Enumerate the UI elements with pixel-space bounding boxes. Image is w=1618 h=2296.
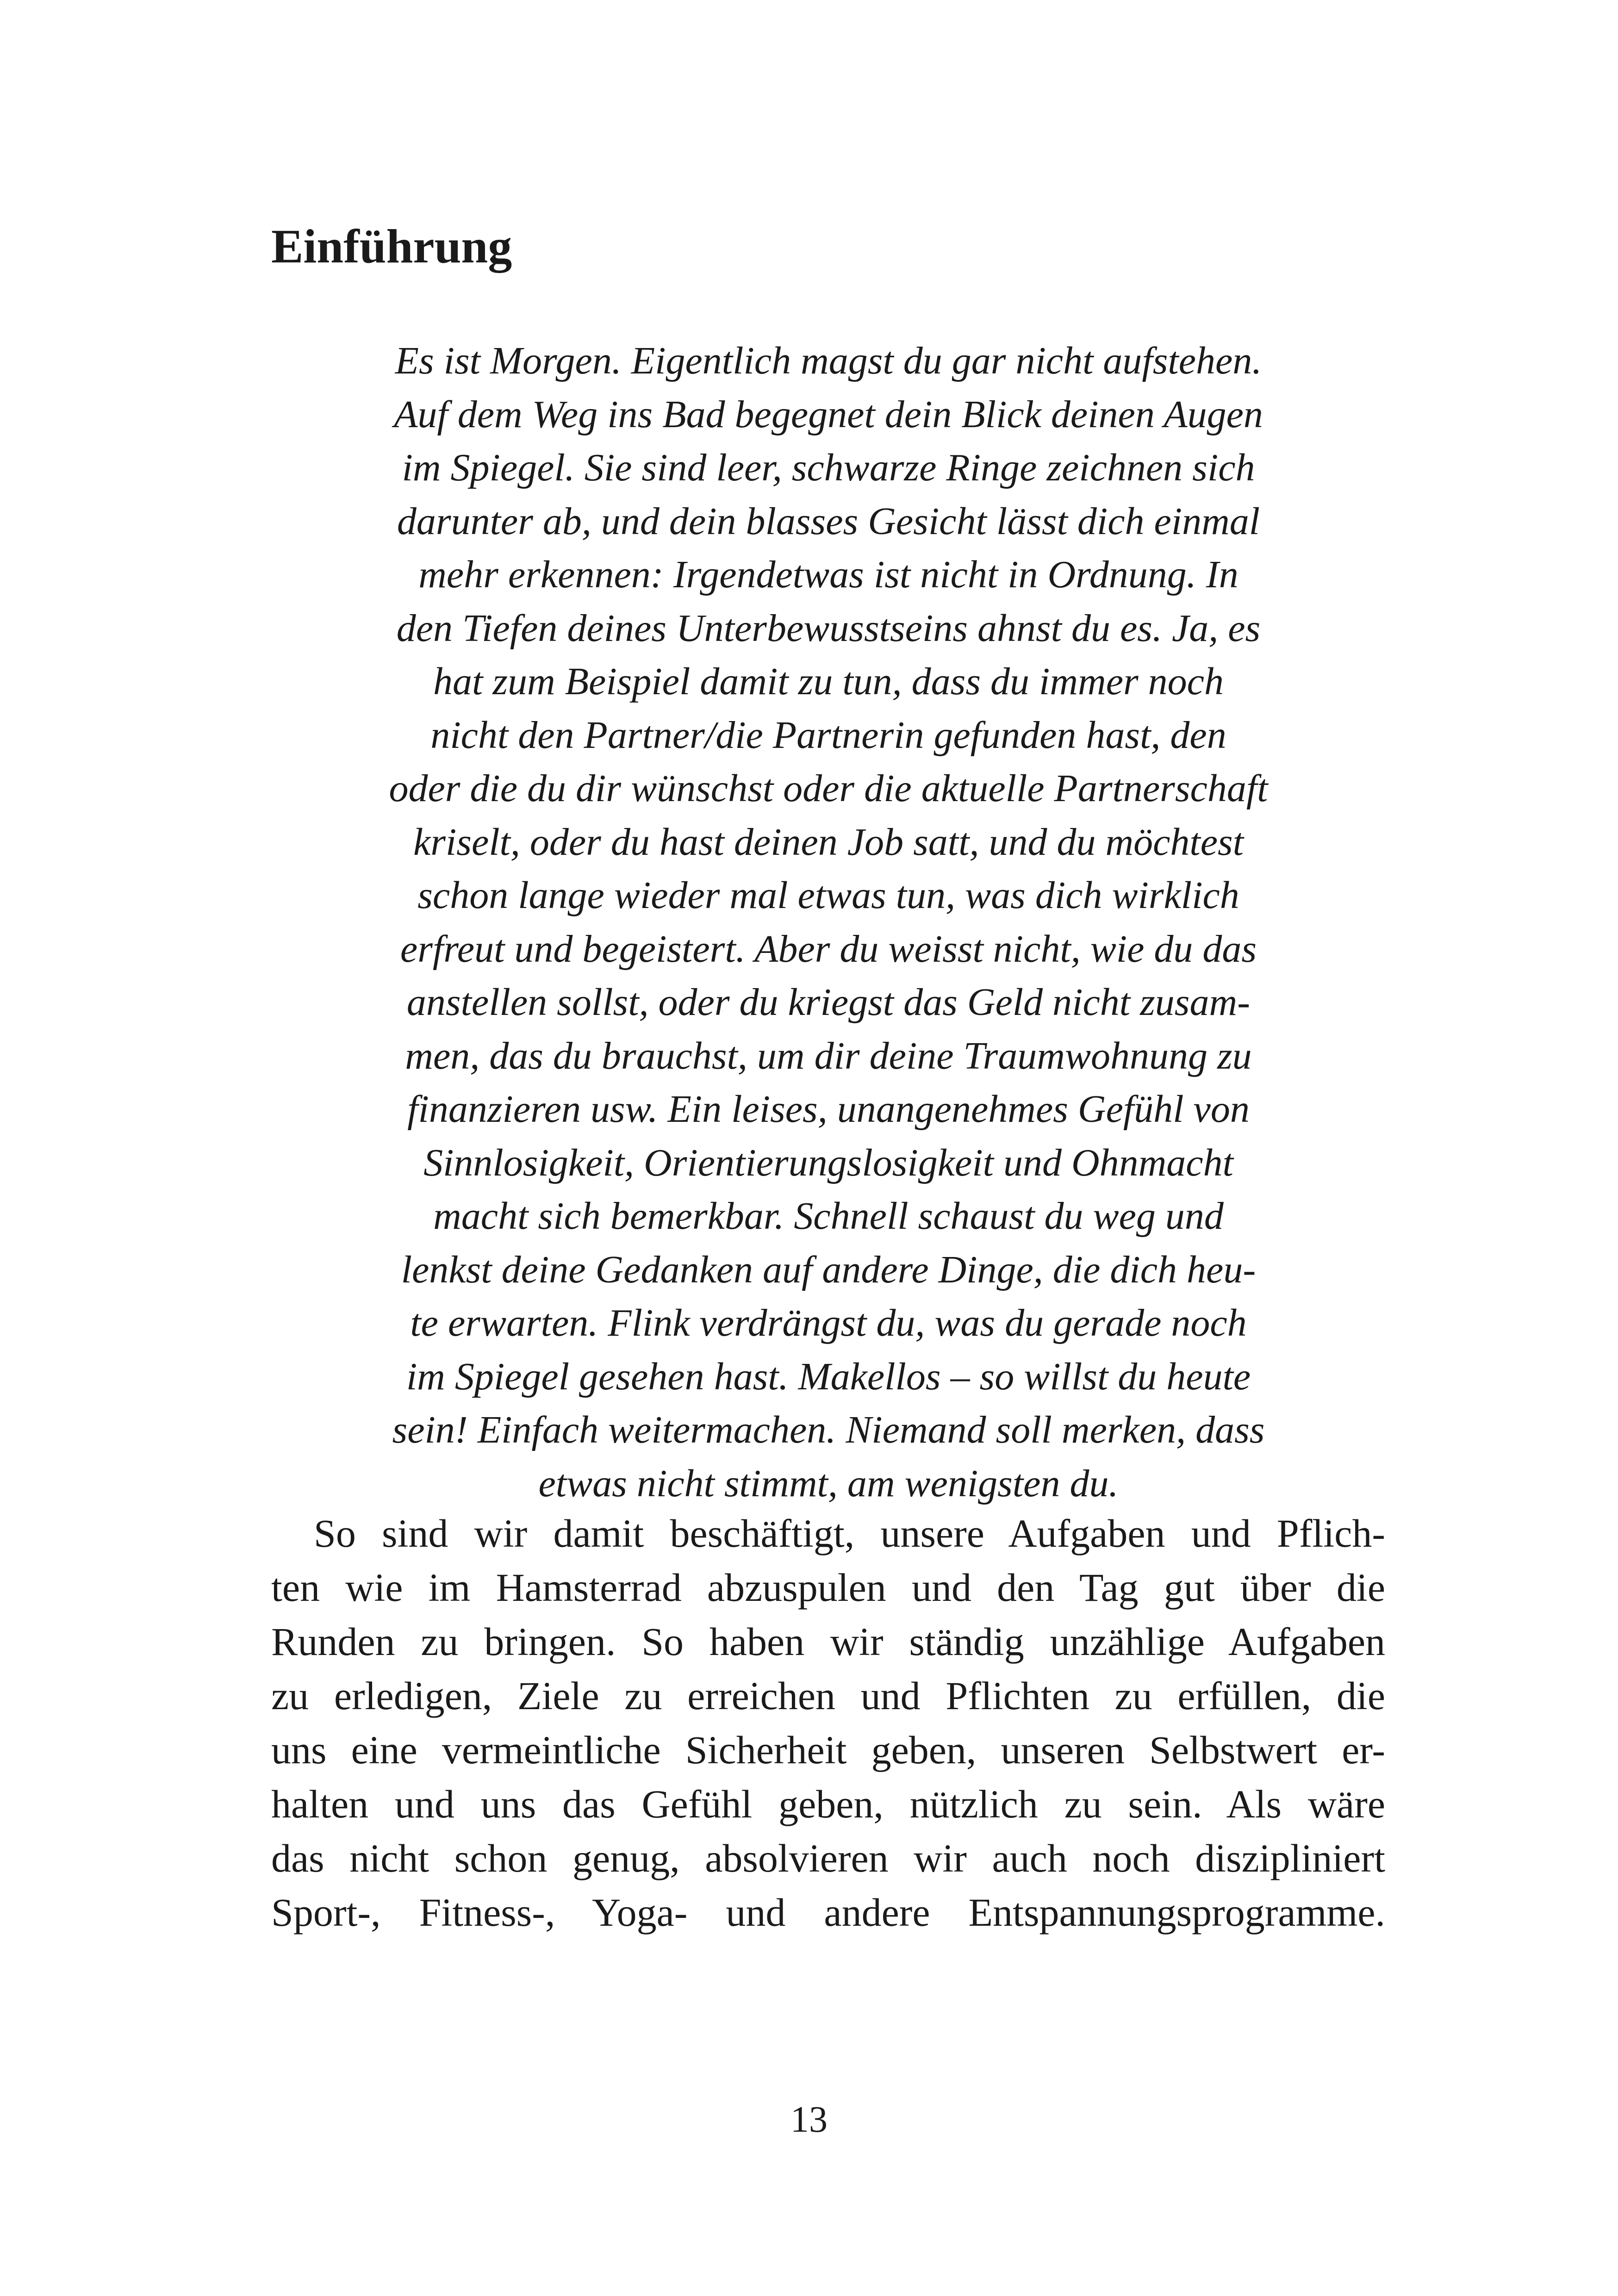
page-number: 13 xyxy=(790,2099,828,2140)
epigraph-line: oder die du dir wünschst oder die aktuelle Partnerschaft xyxy=(389,767,1268,810)
body-line: Sport-, Fitness-, Yoga- und andere Entspannungsprogramme. xyxy=(271,1890,1385,1935)
body-line: ten wie im Hamsterrad abzuspulen und den Tag gut über die xyxy=(271,1565,1385,1610)
epigraph-line: finanzieren usw. Ein leises, unangenehmes Gefühl von xyxy=(407,1088,1250,1131)
body-line: So sind wir damit beschäftigt, unsere Aufgaben und Pflich- xyxy=(314,1511,1385,1556)
epigraph-line: Es ist Morgen. Eigentlich magst du gar nicht aufstehen. xyxy=(395,339,1262,382)
body-line: uns eine vermeintliche Sicherheit geben, unseren Selbstwert er- xyxy=(271,1728,1385,1772)
epigraph-line: hat zum Beispiel damit zu tun, dass du immer noch xyxy=(433,660,1224,703)
body-line: zu erledigen, Ziele zu erreichen und Pflichten zu erfüllen, die xyxy=(271,1674,1385,1718)
epigraph-line: anstellen sollst, oder du kriegst das Geld nicht zusam- xyxy=(406,981,1251,1024)
epigraph-line: etwas nicht stimmt, am wenigsten du. xyxy=(538,1462,1119,1505)
epigraph-line: sein! Einfach weitermachen. Niemand soll merken, dass xyxy=(392,1408,1265,1451)
body-line: Runden zu bringen. So haben wir ständig unzählige Aufgaben xyxy=(271,1619,1385,1664)
body-line: das nicht schon genug, absolvieren wir auch noch diszipliniert xyxy=(271,1836,1385,1880)
epigraph-line: mehr erkennen: Irgendetwas ist nicht in Ordnung. In xyxy=(418,553,1238,596)
epigraph-line: schon lange wieder mal etwas tun, was dich wirklich xyxy=(417,874,1239,917)
epigraph-line: lenkst deine Gedanken auf andere Dinge, die dich heu- xyxy=(401,1248,1256,1291)
epigraph-line: kriselt, oder du hast deinen Job satt, und du möchtest xyxy=(413,820,1244,864)
epigraph-line: macht sich bemerkbar. Schnell schaust du weg und xyxy=(433,1195,1224,1238)
body-paragraph xyxy=(271,1506,1385,1940)
epigraph-line: im Spiegel gesehen hast. Makellos – so willst du heute xyxy=(406,1355,1251,1398)
epigraph-line: te erwarten. Flink verdrängst du, was du gerade noch xyxy=(410,1301,1247,1344)
italic-epigraph xyxy=(370,334,1287,1510)
chapter-heading: Einführung xyxy=(271,220,512,273)
epigraph-line: nicht den Partner/die Partnerin gefunden hast, den xyxy=(430,713,1226,757)
epigraph-line: Sinnlosigkeit, Orientierungslosigkeit und Ohnmacht xyxy=(423,1141,1233,1184)
epigraph-line: den Tiefen deines Unterbewusstseins ahnst du es. Ja, es xyxy=(396,606,1261,650)
epigraph-line: erfreut und begeistert. Aber du weisst nicht, wie du das xyxy=(400,927,1257,971)
epigraph-line: im Spiegel. Sie sind leer, schwarze Ringe zeichnen sich xyxy=(402,446,1255,489)
body-line: halten und uns das Gefühl geben, nützlich zu sein. Als wäre xyxy=(271,1782,1385,1826)
epigraph-line: Auf dem Weg ins Bad begegnet dein Blick deinen Augen xyxy=(394,392,1263,436)
epigraph-line: darunter ab, und dein blasses Gesicht lässt dich einmal xyxy=(397,499,1260,543)
epigraph-line: men, das du brauchst, um dir deine Traumwohnung zu xyxy=(405,1034,1252,1077)
